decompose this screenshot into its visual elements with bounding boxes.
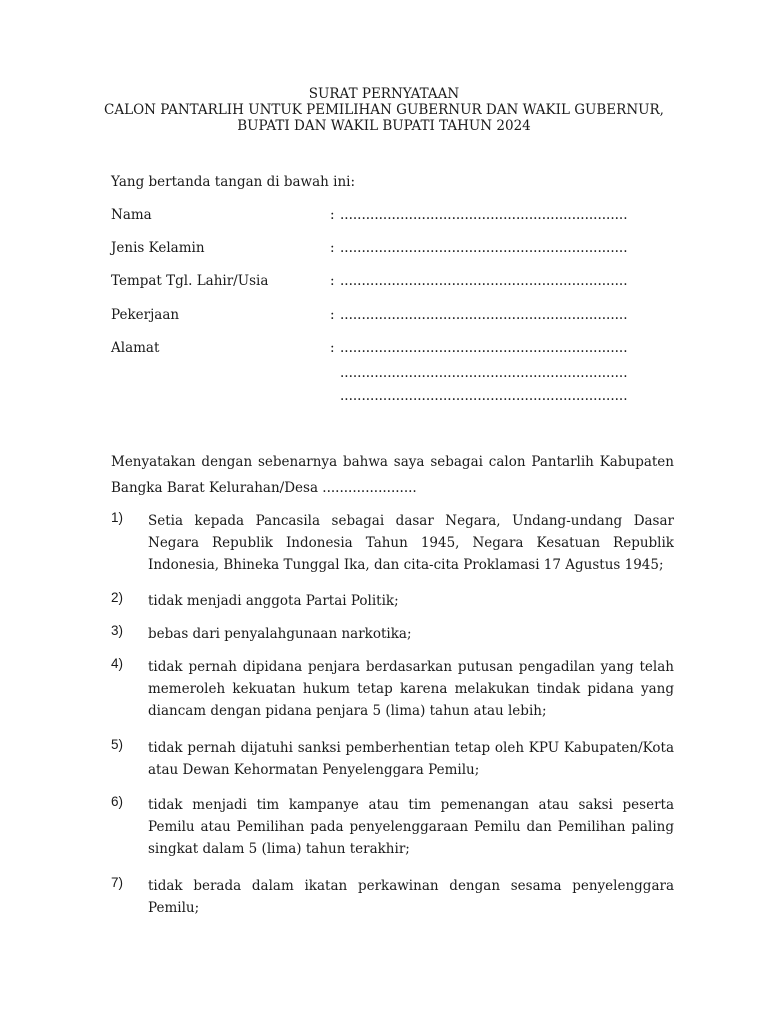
field-label: Alamat	[111, 340, 160, 356]
title-line-1: SURAT PERNYATAAN	[308, 86, 460, 102]
list-number: 2)	[111, 590, 124, 605]
field-nama	[111, 207, 671, 225]
list-text: tidak berada dalam ikatan perkawinan dengan sesama penyelenggara Pemilu;	[148, 878, 674, 916]
list-number: 7)	[111, 875, 124, 890]
list-number: 4)	[111, 656, 124, 671]
field-blank: ...................................................................	[340, 340, 628, 356]
intro-text: Yang bertanda tangan di bawah ini:	[111, 174, 356, 190]
field-pekerjaan	[111, 307, 671, 325]
list-number: 6)	[111, 794, 124, 809]
list-text: bebas dari penyalahgunaan narkotika;	[148, 626, 412, 642]
field-label: Jenis Kelamin	[111, 240, 205, 256]
field-colon: :	[330, 207, 335, 223]
field-label: Nama	[111, 207, 152, 223]
field-blank: ...................................................................	[340, 307, 628, 323]
statement-paragraph: Menyatakan dengan sebenarnya bahwa saya sebagai calon Pantarlih Kabupaten Bangka Barat Kelurahan/Desa ......................	[111, 454, 674, 496]
field-colon: :	[330, 307, 335, 323]
list-text: Setia kepada Pancasila sebagai dasar Negara, Undang-undang Dasar Negara Republik Indonesia Tahun 1945, Negara Kesatuan Republik Indonesia, Bhineka Tunggal Ika, dan cita-cita Proklamasi 17 Agustus 1945;	[148, 513, 674, 573]
list-text: tidak pernah dijatuhi sanksi pemberhentian tetap oleh KPU Kabupaten/Kota atau Dewan Kehormatan Penyelenggara Pemilu;	[148, 740, 674, 778]
field-alamat	[111, 340, 671, 358]
field-colon: :	[330, 340, 335, 356]
field-blank: ...................................................................	[340, 207, 628, 223]
list-text: tidak pernah dipidana penjara berdasarkan putusan pengadilan yang telah memeroleh kekuatan hukum tetap karena melakukan tindak pidana yang diancam dengan pidana penjara 5 (lima) tahun atau lebih;	[148, 659, 674, 719]
field-label: Tempat Tgl. Lahir/Usia	[111, 273, 269, 289]
field-jenis-kelamin	[111, 240, 671, 258]
list-number: 3)	[111, 623, 124, 638]
field-blank: ...................................................................	[340, 273, 628, 289]
address-continuation-line: ...................................................................	[340, 365, 628, 381]
list-number: 1)	[111, 510, 124, 525]
title-line-2: CALON PANTARLIH UNTUK PEMILIHAN GUBERNUR DAN WAKIL GUBERNUR,	[104, 102, 664, 118]
title-line-3: BUPATI DAN WAKIL BUPATI TAHUN 2024	[237, 118, 531, 134]
document-title	[0, 86, 768, 134]
field-colon: :	[330, 273, 335, 289]
address-continuation-line: ...................................................................	[340, 388, 628, 404]
list-text: tidak menjadi tim kampanye atau tim pemenangan atau saksi peserta Pemilu atau Pemilihan pada penyelenggaraan Pemilu dan Pemilihan paling singkat dalam 5 (lima) tahun terakhir;	[148, 797, 674, 857]
list-text: tidak menjadi anggota Partai Politik;	[148, 593, 399, 609]
field-blank: ...................................................................	[340, 240, 628, 256]
field-tempat-tgl-lahir	[111, 273, 671, 291]
field-colon: :	[330, 240, 335, 256]
list-number: 5)	[111, 737, 124, 752]
field-label: Pekerjaan	[111, 307, 180, 323]
